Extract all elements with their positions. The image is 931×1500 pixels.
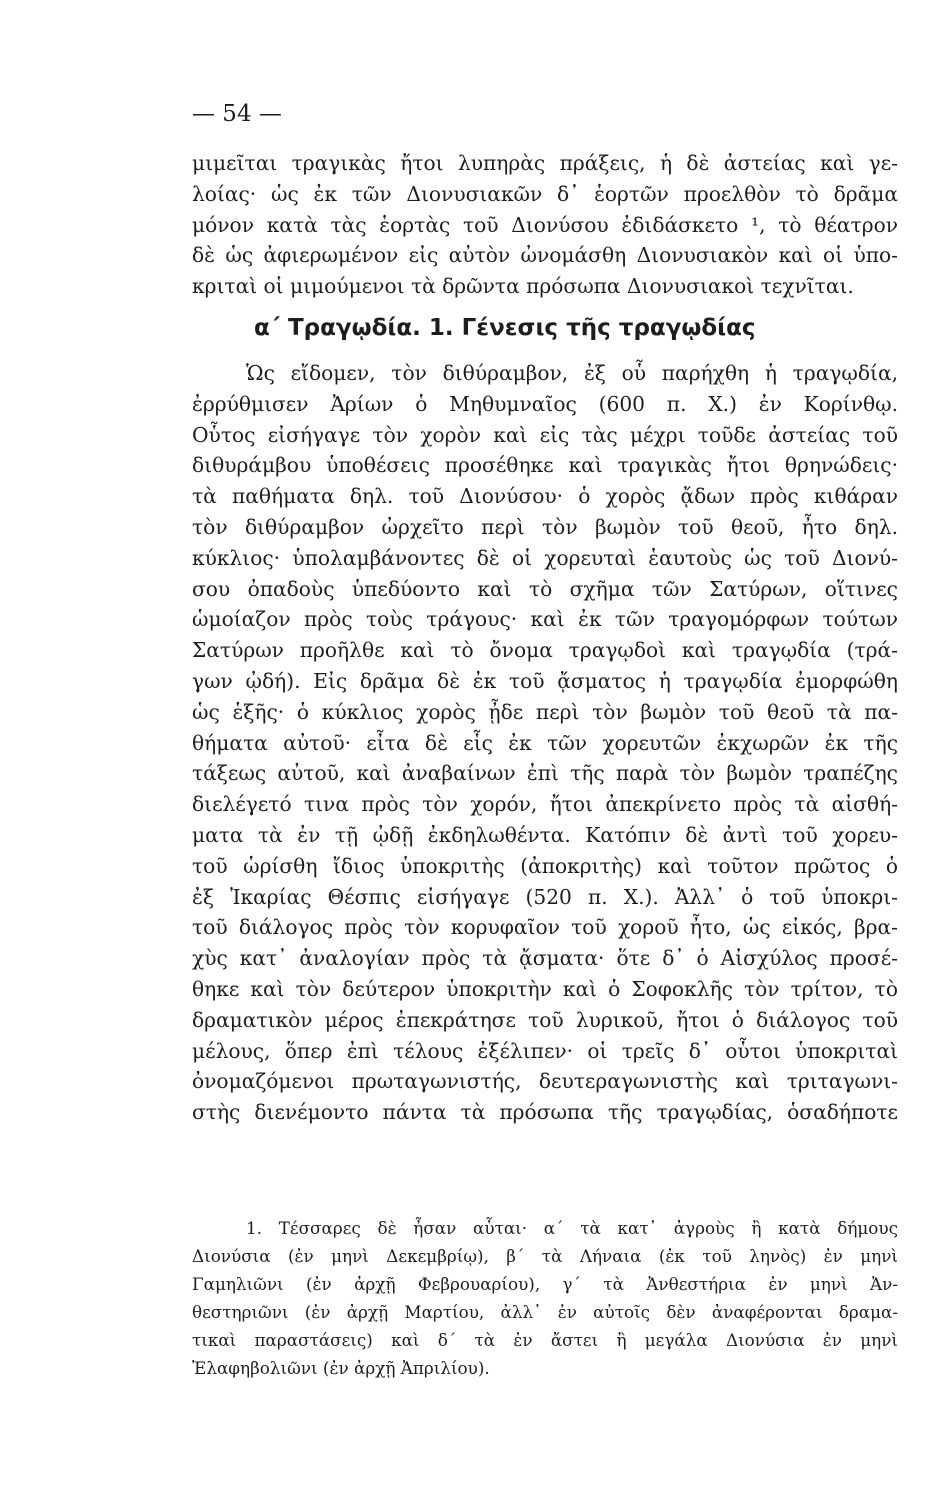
text-line <box>192 1128 898 1159</box>
text-line: ὡς ἑξῆς· ὁ κύκλιος χορὸς ᾖδε περὶ τὸν βωμὸν τοῦ θεοῦ τὰ πα- <box>192 699 898 724</box>
text-line: ματα τὰ ἐν τῇ ᾠδῇ ἐκδηλωθέντα. Κατόπιν δὲ ἀντὶ τοῦ χορευ- <box>192 822 898 847</box>
text-line: διθυράμβου ὑποθέσεις προσέθηκε καὶ τραγικὰς ἤτοι θρηνώδεις· <box>192 453 898 478</box>
text-line: κύκλιος· ὑπολαμβάνοντες δὲ οἱ χορευταὶ ἑαυτοὺς ὡς τοῦ Διονύ- <box>192 545 898 570</box>
text-line: τὰ παθήματα δηλ. τοῦ Διονύσου· ὁ χορὸς ᾄδων πρὸς κιθάραν <box>192 484 898 509</box>
footnote-line: θεστηριῶνι (ἐν ἀρχῇ Μαρτίου, ἀλλ᾽ ἐν αὐτοῖς δὲν ἀναφέρονται δραμα- <box>192 1302 898 1322</box>
text-line: Σατύρων προῆλθε καὶ τὸ ὄνομα τραγῳδοὶ καὶ τραγῳδία (τρά- <box>192 638 898 663</box>
text-line: δὲ ὡς ἀφιερωμένον εἰς αὐτὸν ὠνομάσθη Διονυσιακὸν καὶ οἱ ὑπο- <box>192 243 898 268</box>
text-line: μέλους, ὅπερ ἐπὶ τέλους ἐξέλιπεν· οἱ τρεῖς δ᾽ οὗτοι ὑποκριταὶ <box>192 1038 898 1063</box>
text-line: Οὗτος εἰσήγαγε τὸν χορὸν καὶ εἰς τὰς μέχρι τοῦδε ἀστείας τοῦ <box>192 422 898 447</box>
page-number: — 54 — <box>192 101 282 127</box>
text-line: μιμεῖται τραγικὰς ἤτοι λυπηρὰς πράξεις, ἡ δὲ ἀστείας καὶ γε- <box>192 151 898 175</box>
footnote-line: τικαὶ παραστάσεις) καὶ δ΄ τὰ ἐν ἄστει ἢ μεγάλα Διονύσια ἐν μηνὶ <box>192 1330 898 1350</box>
text-line: θήματα αὐτοῦ· εἶτα δὲ εἷς ἐκ τῶν χορευτῶν ἐκχωρῶν ἐκ τῆς <box>192 730 898 755</box>
text-line: θηκε καὶ τὸν δεύτερον ὑποκριτὴν καὶ ὁ Σοφοκλῆς τὸν τρίτον, τὸ <box>192 976 898 1001</box>
section-heading: α΄ Τραγῳδία. 1. Γένεσις τῆς τραγῳδίας <box>254 315 756 341</box>
footnote-line: Γαμηλιῶνι (ἐν ἀρχῇ Φεβρουαρίου), γ΄ τὰ Ἀνθεστήρια ἐν μηνὶ Ἀν- <box>192 1274 898 1294</box>
text-line: μόνον κατὰ τὰς ἑορτὰς τοῦ Διονύσου ἐδιδάσκετο ¹, τὸ θέατρον <box>192 212 898 237</box>
text-line: τοῦ διάλογος πρὸς τὸν κορυφαῖον τοῦ χοροῦ ἦτο, ὡς εἰκός, βρα- <box>192 915 898 940</box>
footnote-line: Ἐλαφηβολιῶνι (ἐν ἀρχῇ Ἀπριλίου). <box>192 1358 490 1378</box>
text-line: τὸν διθύραμβον ὠρχεῖτο περὶ τὸν βωμὸν τοῦ θεοῦ, ἦτο δηλ. <box>192 514 898 539</box>
paragraph-main <box>192 358 898 1159</box>
paragraph-intro <box>192 148 898 302</box>
text-line: διελέγετό τινα πρὸς τὸν χορόν, ἤτοι ἀπεκρίνετο πρὸς τὰ αἰσθή- <box>192 792 898 817</box>
text-line: χὺς κατ᾽ ἀναλογίαν πρὸς τὰ ᾄσματα· ὅτε δ᾽ ὁ Αἰσχύλος προσέ- <box>192 946 898 971</box>
footnote-line: Διονύσια (ἐν μηνὶ Δεκεμβρίῳ), β΄ τὰ Λήναια (ἐκ τοῦ ληνὸς) ἐν μηνὶ <box>192 1246 898 1266</box>
text-line: δραματικὸν μέρος ἐπεκράτησε τοῦ λυρικοῦ, ἤτοι ὁ διάλογος τοῦ <box>192 1007 898 1032</box>
text-line: ὡμοίαζον πρὸς τοὺς τράγους· καὶ ἐκ τῶν τραγομόρφων τούτων <box>192 607 898 632</box>
text-line: ἐρρύθμισεν Ἀρίων ὁ Μηθυμναῖος (600 π. Χ.) ἐν Κορίνθῳ. <box>192 391 898 416</box>
text-line: λοίας· ὡς ἐκ τῶν Διονυσιακῶν δ᾽ ἑορτῶν προελθὸν τὸ δρᾶμα <box>192 181 898 206</box>
text-line: γων ᾠδή). Εἰς δρᾶμα δὲ ἐκ τοῦ ᾄσματος ἡ τραγῳδία ἐμορφώθη <box>192 668 898 693</box>
section-heading-block <box>192 308 898 348</box>
text-line: κριταὶ οἱ μιμούμενοι τὰ δρῶντα πρόσωπα Διονυσιακοὶ τεχνῖται. <box>192 274 854 299</box>
text-line: τάξεως αὐτοῦ, καὶ ἀναβαίνων ἐπὶ τῆς παρὰ τὸν βωμὸν τραπέζης <box>192 761 898 786</box>
text-line: στὴς διενέμοντο πάντα τὰ πρόσωπα τῆς τραγῳδίας, ὁσαδήποτε <box>192 1100 898 1125</box>
text-line: σου ὀπαδοὺς ὑπεδύοντο καὶ τὸ σχῆμα τῶν Σατύρων, οἵτινες <box>192 576 898 601</box>
text-line: Ὡς εἴδομεν, τὸν διθύραμβον, ἐξ οὗ παρήχθη ἡ τραγῳδία, <box>246 361 898 385</box>
text-line: ὀνομαζόμενοι πρωταγωνιστής, δευτεραγωνιστὴς καὶ τριταγωνι- <box>192 1069 898 1094</box>
footnote <box>192 1214 898 1382</box>
text-line: ἐξ Ἰκαρίας Θέσπις εἰσήγαγε (520 π. Χ.). Ἀλλ᾽ ὁ τοῦ ὑποκρι- <box>192 884 898 909</box>
footnote-line: 1. Τέσσαρες δὲ ἦσαν αὗται· α΄ τὰ κατ᾽ ἀγροὺς ἢ κατὰ δήμους <box>246 1218 898 1238</box>
text-line: τοῦ ὡρίσθη ἴδιος ὑποκριτὴς (ἀποκριτὴς) καὶ τοῦτον πρῶτος ὁ <box>192 853 898 878</box>
